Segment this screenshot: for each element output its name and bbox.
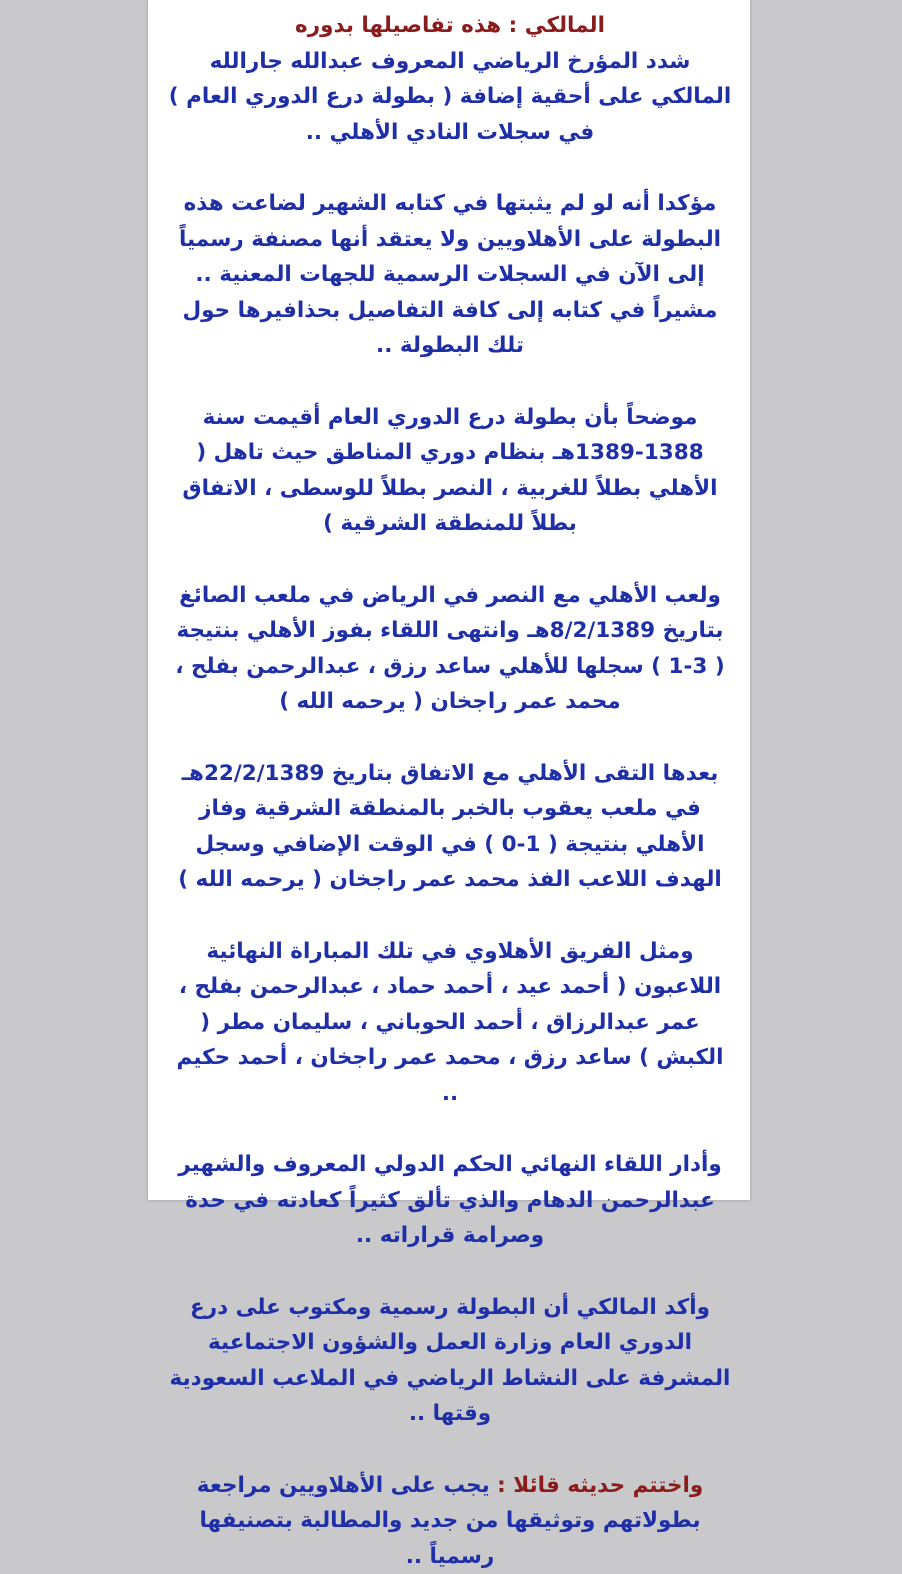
article-body	[168, 8, 732, 1574]
paragraph-official: وأكد المالكي أن البطولة رسمية ومكتوب على درع الدوري العام وزارة العمل والشؤون الاجتماعية المشرفة على النشاط الرياضي في الملاعب السعودية وقتها ..	[168, 1290, 732, 1432]
paragraph-referee: وأدار اللقاء النهائي الحكم الدولي المعروف والشهير عبدالرحمن الدهام والذي تألق كثيراً كعادته في حدة وصرامة قراراته ..	[168, 1147, 732, 1254]
closing-text: يجب على الأهلاويين مراجعة بطولاتهم وتوثيقها من جديد والمطالبة بتصنيفها رسمياً ..	[197, 1473, 701, 1569]
paragraph-match-nasr: ولعب الأهلي مع النصر في الرياض في ملعب الصائغ بتاريخ 8/2/1389هـ وانتهى اللقاء بفوز الأهلي بنتيجة ( 3-1 ) سجلها للأهلي ساعد رزق ، عبدالرحمن بفلح ، محمد عمر راجخان ( يرحمه الله )	[168, 578, 732, 720]
paragraph-closing	[168, 1468, 732, 1574]
paragraph-match-ettifaq: بعدها التقى الأهلي مع الاتفاق بتاريخ 22/2/1389هـ في ملعب يعقوب بالخبر بالمنطقة الشرقية وفاز الأهلي بنتيجة ( 1-0 ) في الوقت الإضافي وسجل الهدف اللاعب الفذ محمد عمر راجخان ( يرحمه الله )	[168, 756, 732, 898]
paragraph-league-format: موضحاً بأن بطولة درع الدوري العام أقيمت سنة 1388-1389هـ بنظام دوري المناطق حيث تاهل ( الأهلي بطلاً للغربية ، النصر بطلاً للوسطى ، الاتفاق بطلاً للمنطقة الشرقية )	[168, 400, 732, 542]
document-page	[148, 0, 750, 1200]
paragraph-book: مؤكدا أنه لو لم يثبتها في كتابه الشهير لضاعت هذه البطولة على الأهلاويين ولا يعتقد أنها مصنفة رسمياً إلى الآن في السجلات الرسمية للجهات المعنية .. مشيراً في كتابه إلى كافة التفاصيل بحذافيرها حول تلك البطولة ..	[168, 186, 732, 364]
article-title: المالكي : هذه تفاصيلها بدوره	[168, 8, 732, 44]
paragraph-intro: شدد المؤرخ الرياضي المعروف عبدالله جارالله المالكي على أحقية إضافة ( بطولة درع الدوري العام ) في سجلات النادي الأهلي ..	[168, 44, 732, 151]
paragraph-lineup: ومثل الفريق الأهلاوي في تلك المباراة النهائية اللاعبون ( أحمد عيد ، أحمد حماد ، عبدالرحمن بفلح ، عمر عبدالرزاق ، أحمد الحوباني ، سليمان مطر ( الكبش ) ساعد رزق ، محمد عمر راجخان ، أحمد حكيم ..	[168, 934, 732, 1112]
closing-lead: واختتم حديثه قائلا :	[497, 1473, 703, 1498]
